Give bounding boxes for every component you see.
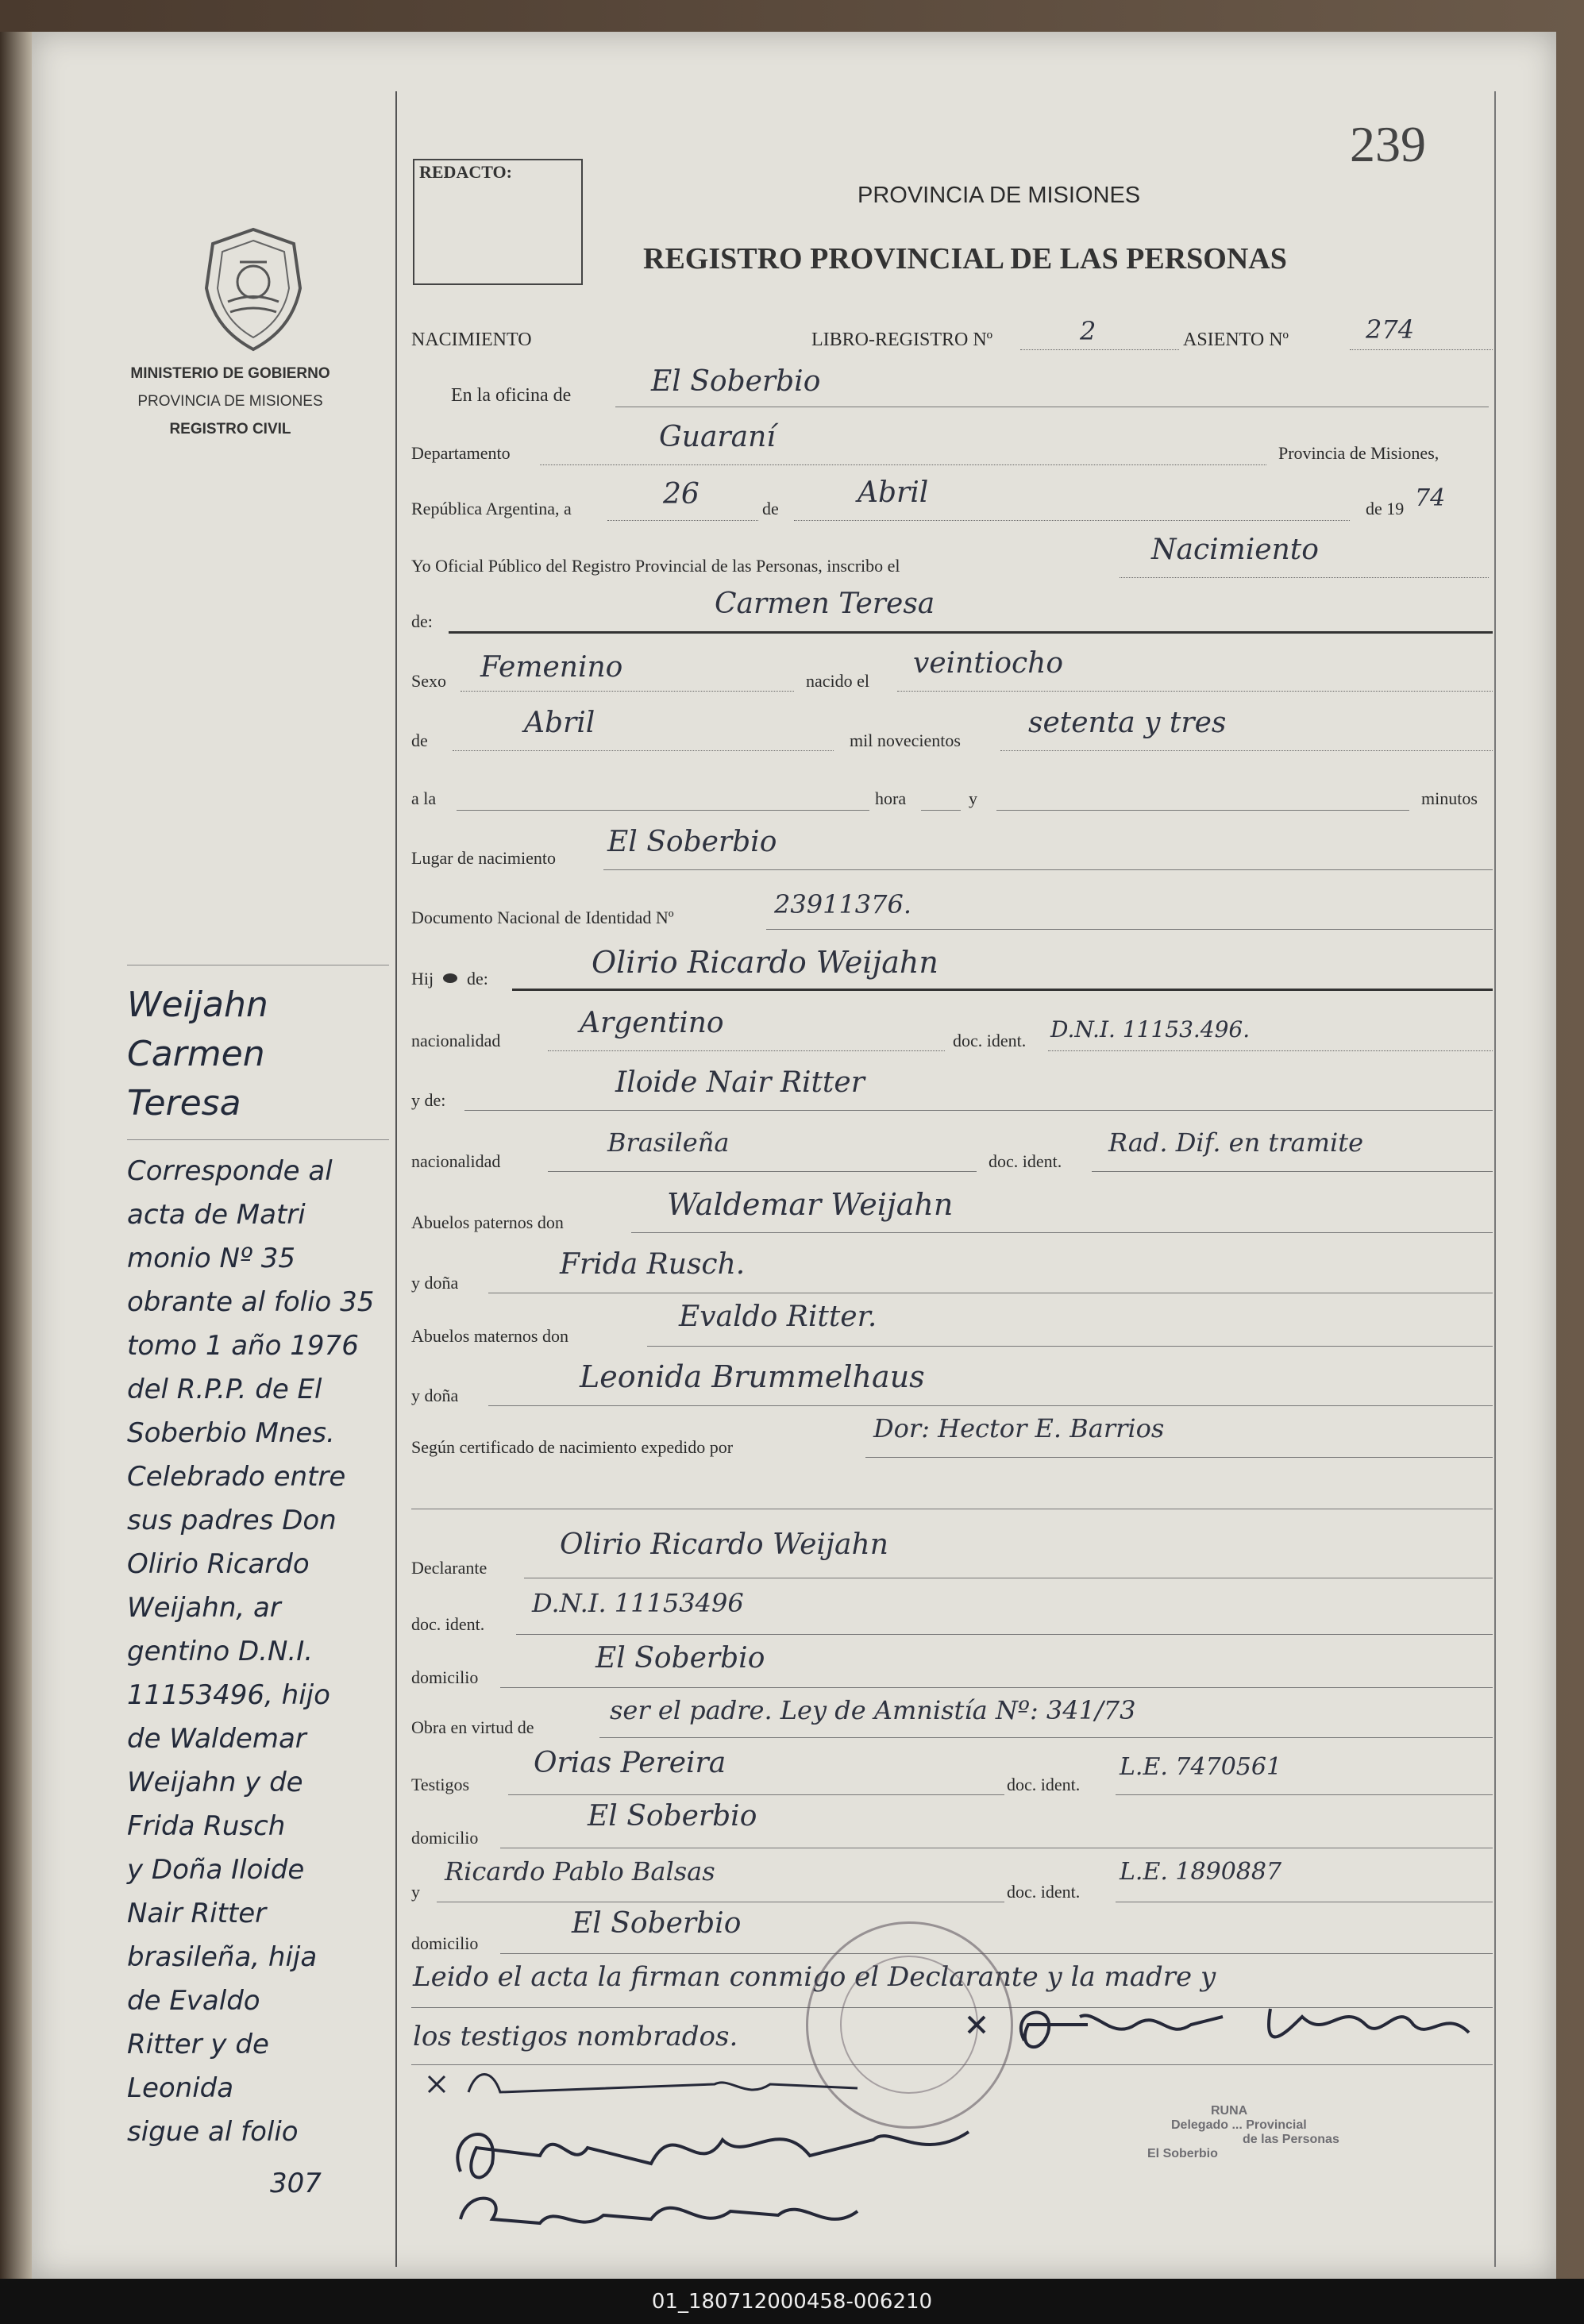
redaction-dot	[443, 973, 457, 983]
value-abuelo-pat: Waldemar Weijahn	[667, 1187, 954, 1222]
label-doc-declarante: doc. ident.	[411, 1614, 485, 1634]
label-dni: Documento Nacional de Identidad Nº	[411, 908, 674, 927]
label-nacimiento: NACIMIENTO	[411, 330, 532, 350]
label-domicilio-declarante: domicilio	[411, 1667, 479, 1687]
label-doc-padre: doc. ident.	[953, 1031, 1027, 1050]
label-abuelos-paternos: Abuelos paternos don	[411, 1212, 564, 1232]
left-page-edge	[0, 32, 32, 2279]
margin-note-line-19: brasileña, hija	[127, 1941, 318, 1973]
margin-note-line-13: 11153496, hijo	[127, 1679, 330, 1711]
label-nacionalidad-madre: nacionalidad	[411, 1151, 501, 1171]
label-doc-testigo2: doc. ident.	[1007, 1882, 1081, 1902]
label-domicilio-testigo2: domicilio	[411, 1933, 479, 1953]
margin-name-line-1: Weijahn	[127, 985, 268, 1025]
value-birth-month: Abril	[524, 707, 595, 739]
value-oficina: El Soberbio	[651, 365, 821, 398]
declarant-signature	[953, 1977, 1493, 2072]
officer-stamp	[1116, 2104, 1457, 2191]
registry-title: REGISTRO PROVINCIAL DE LAS PERSONAS	[643, 242, 1287, 276]
value-lugar: El Soberbio	[607, 826, 777, 858]
officer-stamp-line-4: El Soberbio	[1147, 2147, 1218, 2160]
redacto-box	[413, 159, 583, 285]
label-y-dona-pat: y doña	[411, 1273, 459, 1293]
value-declarante: Olirio Ricardo Weijahn	[560, 1528, 888, 1561]
margin-note-line-24: 307	[270, 2168, 322, 2199]
label-y: y	[969, 788, 977, 808]
value-abuela-mat: Leonida Brummelhaus	[580, 1359, 925, 1394]
value-madre-nac: Brasileña	[607, 1127, 730, 1158]
value-day: 26	[663, 478, 700, 511]
label-a-la: a la	[411, 788, 437, 808]
value-asiento: 274	[1366, 314, 1415, 345]
label-y-de: y de:	[411, 1090, 446, 1110]
label-de-year: de 19	[1366, 499, 1405, 518]
label-oficina: En la oficina de	[451, 385, 572, 406]
redacto-label: REDACTO:	[419, 162, 512, 182]
margin-note-line-9: sus padres Don	[127, 1505, 337, 1536]
margin-note-line-11: Weijahn, ar	[127, 1592, 281, 1624]
officer-stamp-line-2: Delegado ... Provincial	[1171, 2118, 1307, 2132]
value-declarante-dom: El Soberbio	[595, 1642, 765, 1675]
label-declarante: Declarante	[411, 1558, 488, 1578]
margin-note-line-8: Celebrado entre	[127, 1461, 346, 1493]
value-testigo2: Ricardo Pablo Balsas	[445, 1856, 715, 1887]
margin-note-line-21: Ritter y de	[127, 2029, 269, 2060]
label-segun: Según certificado de nacimiento expedido por	[411, 1437, 734, 1457]
margin-note-line-3: monio Nº 35	[127, 1243, 296, 1274]
margin-note-line-7: Soberbio Mnes.	[127, 1417, 335, 1449]
ministry-line-1: MINISTERIO DE GOBIERNO	[130, 365, 330, 382]
margin-note-line-5: tomo 1 año 1976	[127, 1330, 359, 1362]
value-madre-doc: Rad. Dif. en tramite	[1108, 1127, 1363, 1158]
label-minutos: minutos	[1421, 788, 1478, 808]
value-obra: ser el padre. Ley de Amnistía Nº: 341/73	[610, 1695, 1136, 1725]
label-republica: República Argentina, a	[411, 499, 572, 518]
value-departamento: Guaraní	[659, 421, 776, 453]
label-lugar: Lugar de nacimiento	[411, 848, 557, 868]
value-abuelo-mat: Evaldo Ritter.	[679, 1301, 877, 1333]
officer-stamp-line-3: de las Personas	[1243, 2133, 1339, 2146]
margin-note-line-15: Weijahn y de	[127, 1767, 303, 1798]
margin-note-line-17: y Doña Iloide	[127, 1854, 305, 1886]
value-padre-nac: Argentino	[580, 1007, 724, 1039]
value-nacido-el: veintiocho	[913, 647, 1064, 680]
label-y-dona-mat: y doña	[411, 1386, 459, 1405]
label-doc-testigo1: doc. ident.	[1007, 1775, 1081, 1794]
label-de-month: de	[762, 499, 779, 518]
label-abuelos-maternos: Abuelos maternos don	[411, 1326, 568, 1346]
value-testigo2-dom: El Soberbio	[572, 1907, 742, 1940]
label-doc-madre: doc. ident.	[989, 1151, 1062, 1171]
value-birth-year: setenta y tres	[1028, 707, 1227, 739]
value-inscribo: Nacimiento	[1151, 534, 1319, 566]
margin-note-line-12: gentino D.N.I.	[127, 1636, 314, 1667]
label-de-name: de:	[411, 611, 433, 631]
label-obra: Obra en virtud de	[411, 1717, 534, 1737]
closing-line-1: Leido el acta la firman conmigo el Declarante y la madre y	[413, 1961, 1216, 1993]
margin-note-line-14: de Waldemar	[127, 1723, 306, 1755]
margin-name-line-2: Carmen	[127, 1034, 265, 1074]
label-de-birth-month: de	[411, 730, 428, 750]
value-month: Abril	[858, 476, 929, 509]
value-declarante-doc: D.N.I. 11153496	[532, 1588, 744, 1618]
witness-signatures	[413, 2052, 1032, 2243]
margin-note-line-16: Frida Rusch	[127, 1810, 286, 1842]
provincial-seal-icon	[200, 226, 307, 353]
value-testigo1-doc: L.E. 7470561	[1120, 1753, 1282, 1781]
label-nacido-el: nacido el	[806, 671, 870, 691]
label-hora: hora	[875, 788, 907, 808]
label-hijo-de: de:	[467, 969, 488, 989]
margin-note-line-20: de Evaldo	[127, 1985, 260, 2017]
value-abuela-pat: Frida Rusch.	[560, 1248, 746, 1281]
margin-note-line-18: Nair Ritter	[127, 1898, 267, 1929]
label-departamento: Departamento	[411, 443, 511, 463]
value-libro: 2	[1080, 316, 1096, 346]
value-testigo1: Orias Pereira	[534, 1747, 726, 1779]
label-domicilio-testigo1: domicilio	[411, 1828, 479, 1848]
label-testigos: Testigos	[411, 1775, 470, 1794]
margin-note-line-2: acta de Matri	[127, 1199, 306, 1231]
margin-name-line-3: Teresa	[127, 1083, 241, 1123]
margin-note-line-1: Corresponde al	[127, 1155, 333, 1187]
province-heading: PROVINCIA DE MISIONES	[858, 183, 1141, 208]
ministry-line-3: REGISTRO CIVIL	[169, 421, 291, 437]
officer-stamp-line-1: RUNA	[1211, 2104, 1248, 2118]
image-filename-footer: 01_180712000458-006210	[0, 2279, 1584, 2324]
value-year: 74	[1415, 484, 1446, 512]
right-margin-line	[1494, 91, 1496, 2267]
document-page	[32, 32, 1556, 2279]
value-padre-doc: D.N.I. 11153.496.	[1050, 1016, 1251, 1043]
margin-note-line-4: obrante al folio 35	[127, 1286, 375, 1318]
label-y-testigo2: y	[411, 1882, 420, 1902]
value-name: Carmen Teresa	[715, 588, 935, 620]
margin-note-line-6: del R.P.P. de El	[127, 1374, 322, 1405]
closing-line-2: los testigos nombrados.	[413, 2021, 738, 2052]
label-mil-novecientos: mil novecientos	[850, 730, 961, 750]
value-testigo1-dom: El Soberbio	[588, 1800, 757, 1833]
value-testigo2-doc: L.E. 1890887	[1120, 1858, 1282, 1886]
margin-line	[395, 91, 397, 2267]
value-padre: Olirio Ricardo Weijahn	[592, 945, 938, 980]
label-provincia-misiones: Provincia de Misiones,	[1278, 443, 1439, 463]
value-dni: 23911376.	[774, 889, 912, 919]
label-libro: LIBRO-REGISTRO Nº	[811, 330, 993, 350]
label-asiento: ASIENTO Nº	[1183, 330, 1289, 350]
ministry-line-2: PROVINCIA DE MISIONES	[137, 393, 323, 410]
margin-note-line-23: sigue al folio	[127, 2116, 299, 2148]
value-sexo: Femenino	[480, 651, 623, 684]
label-sexo: Sexo	[411, 671, 446, 691]
label-yo-oficial: Yo Oficial Público del Registro Provincial de las Personas, inscribo el	[411, 556, 900, 576]
label-nacionalidad-padre: nacionalidad	[411, 1031, 501, 1050]
value-madre: Iloide Nair Ritter	[615, 1066, 865, 1099]
value-segun: Dor: Hector E. Barrios	[873, 1413, 1165, 1443]
margin-note-line-22: Leonida	[127, 2072, 234, 2104]
label-hijo: Hij	[411, 969, 434, 989]
margin-note-line-10: Olirio Ricardo	[127, 1548, 310, 1580]
page-number: 239	[1350, 116, 1426, 172]
